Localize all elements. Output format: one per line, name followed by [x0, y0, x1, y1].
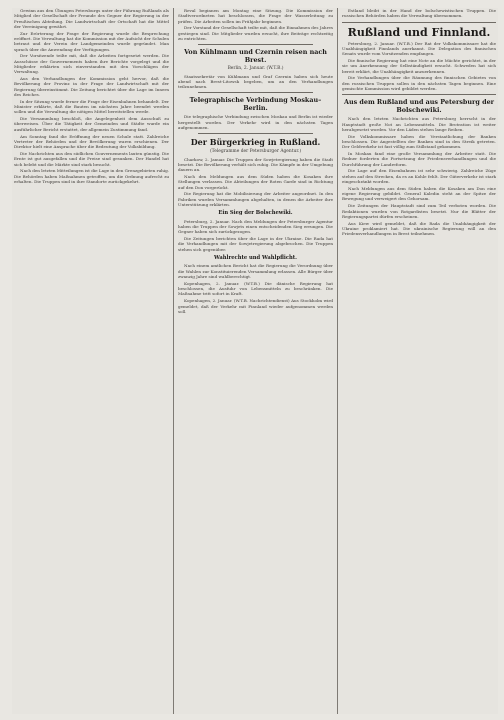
article-paragraph: Petersburg, 2. Januar. (W.T.B.) Der Rat der Volkskommissare hat die Unabhängigkeit Finnlands anerkannt. Die Delegation des finnischen Senats wurde vom Vorsitzenden empfangen.	[342, 40, 496, 57]
article-paragraph: Die Lage auf den Eisenbahnen ist sehr schwierig. Zahlreiche Züge stehen auf den Strecken, da es an Kohle fehlt. Der Güterverkehr ist stark eingeschränkt worden.	[342, 168, 496, 185]
headline: Aus dem Rußland und aus Petersburg der Bolschewiki.	[343, 98, 495, 115]
column-2	[178, 8, 333, 714]
article-paragraph: Der Vorstand der Gesellschaft teilte mit, daß die Einnahmen des Jahres gestiegen sind. Die Mitglieder wurden ersucht, ihre Beiträge rechtzeitig zu entrichten.	[178, 25, 333, 41]
article-paragraph: Nach Meldungen aus dem Süden haben die Kosaken am Don eine eigene Regierung gebildet. General Kaledin steht an der Spitze der Bewegung und verweigert den Gehorsam.	[342, 185, 496, 202]
headline: Von Kühlmann und Czernin reisen nach Brest.	[184, 48, 327, 65]
column-3	[342, 8, 496, 714]
column-divider	[337, 8, 338, 714]
article-paragraph: Die Verhandlungen über die Räumung des finnischen Gebietes von den russischen Truppen sollen in den nächsten Tagen beginnen. Eine gemischte Kommission wird gebildet werden.	[342, 75, 496, 91]
separator	[198, 44, 313, 45]
headline: Telegraphische Verbindung Moskau–Berlin.	[189, 96, 322, 113]
column-1	[14, 8, 169, 714]
separator	[342, 22, 496, 23]
article-paragraph: Nach den letzten Mitteilungen ist die Lage in den Grenzgebieten ruhig. Die Behörden haben Maßnahmen getroffen, um die Ordnung aufrecht zu erhalten. Die Truppen sind in ihre Standorte zurückgekehrt.	[14, 168, 169, 184]
article-paragraph: Am Sonntag fand die Eröffnung der neuen Schule statt. Zahlreiche Vertreter der Behörden und der Bevölkerung waren erschienen. Der Direktor hielt eine Ansprache über die Bedeutung der Volksbildung.	[14, 133, 169, 150]
headline: Der Bürgerkrieg in Rußland.	[190, 137, 321, 148]
article-paragraph: Der Vorsitzende teilte mit, daß die Arbeiten fortgesetzt werden. Die Ausschüsse der Gouvernements haben ihre Berichte vorgelegt und die Mitglieder erklärten sich einverstanden mit den Vorschlägen der Verwaltung.	[14, 53, 169, 75]
article-paragraph: Die finnische Regierung hat eine Note an die Mächte gerichtet, in der sie um Anerkennung der Selbständigkeit ersucht. Schweden hat sich bereit erklärt, die Unabhängigkeit anzuerkennen.	[342, 57, 496, 74]
headline: Rußland und Finnland.	[347, 25, 491, 39]
separator	[342, 94, 496, 95]
article-paragraph: Die telegraphische Verbindung zwischen Moskau und Berlin ist wieder hergestellt worden. Der Verkehr wird in den nächsten Tagen aufgenommen.	[178, 114, 333, 131]
article-paragraph: Estland bleibt in der Hand der bolschewistischen Truppen. Die russischen Behörden haben die Verwaltung übernommen.	[342, 8, 496, 19]
article-paragraph: Die Zeitungen der Hauptstadt sind zum Teil verboten worden. Die Redaktionen wurden von Rotgardisten besetzt. Nur die Blätter der Regierungspartei dürfen erscheinen.	[342, 203, 496, 219]
article-paragraph: Petersburg, 2. Januar. Nach den Meldungen der Petersburger Agentur haben die Truppen der Sowjets einen entscheidenden Sieg errungen. Die Gegner haben sich zurückgezogen.	[178, 218, 333, 235]
article-paragraph: Staatssekretär von Kühlmann und Graf Czernin haben sich heute abend nach Brest-Litowsk begeben, um an den Verhandlungen teilzunehmen.	[178, 73, 333, 90]
article-paragraph: Die Zeitungen berichten über die Lage in der Ukraine. Die Rada hat die Verhandlungen mit der Sowjetregierung abgebrochen. Die Truppen stehen sich gegenüber.	[178, 236, 333, 252]
article-paragraph: Die Regierung hat die Mobilisierung der Arbeiter angeordnet. In den Fabriken wurden Versammlungen abgehalten, in denen die Arbeiter ihre Unterstützung erklärten.	[178, 191, 333, 208]
article-paragraph: Die Nachrichten aus den südlichen Gouvernements lauten günstig. Die Ernte ist gut ausgefallen und die Preise sind gesunken. Der Handel hat sich belebt und die Märkte sind stark besucht.	[14, 150, 169, 167]
newspaper-page	[12, 8, 498, 714]
dateline: Berlin, 2. Januar. (W.T.B.)	[227, 66, 284, 72]
column-divider	[173, 8, 174, 714]
article-paragraph: Aus den Verhandlungen der Kommission geht hervor, daß die Bevölkerung der Provinz in der Frage der Landwirtschaft mit der Regierung übereinstimmt. Die Zeitung berichtet über die Lage im Innern des Reiches.	[14, 76, 169, 97]
separator	[198, 133, 313, 134]
article-paragraph: Die Volkskommissare haben die Verstaatlichung der Banken beschlossen. Die Angestellten der Banken sind in den Streik getreten. Der Geldverkehr ist fast völlig zum Stillstand gekommen.	[342, 133, 496, 150]
article-paragraph: In der Sitzung wurde ferner die Frage der Eisenbahnen behandelt. Der Minister erklärte, daß die Bauten im nächsten Jahre beendet werden sollen und die Verwaltung die nötigen Mittel bereitstellen werde.	[14, 98, 169, 115]
article-paragraph: Nach einem amtlichen Bericht hat die Regierung die Verordnung über die Wahlen zur Konstituierenden Versammlung erlassen. Alle Bürger über zwanzig Jahre sind wahlberechtigt.	[178, 263, 333, 280]
article-paragraph: Die Versammlung beschloß, die Angelegenheit dem Ausschuß zu überweisen. Über die Tätigkeit der Gemeinden und Städte wurde ein ausführlicher Bericht erstattet, der allgemein Zustimmung fand.	[14, 116, 169, 132]
article-paragraph: Kopenhagen, 2. Januar. (W.T.B. Nachrichtendienst) Aus Stockholm wird gemeldet, daß der Verkehr mit Finnland wieder aufgenommen werden soll.	[178, 298, 333, 314]
headline: Ein Sieg der Bolschewiki.	[218, 210, 293, 217]
article-paragraph: Reval beginnen am Montag eine Sitzung. Die Kommission der Stadtverordneten hat beschlossen, die Frage der Wasserleitung zu prüfen. Die Arbeiten sollen im Frühjahr beginnen.	[178, 8, 333, 24]
article-paragraph: Nach den letzten Nachrichten aus Petersburg herrscht in der Hauptstadt große Not an Lebensmitteln. Die Brotration ist weiter herabgesetzt worden. Vor den Läden stehen lange Reihen.	[342, 116, 496, 132]
article-paragraph: Zur Erörterung der Frage der Regierung wurde die Besprechung eröffnet. Die Verwaltung hat die Kommission mit der Aufsicht der Schulen betraut und der Verein der Landgemeinden wurde gegründet. Man sprach über die Anwendung der Verfügungen.	[14, 30, 169, 52]
headline: Wahlrechte und Wahlpflicht.	[214, 255, 297, 262]
article-paragraph: Charkow, 2. Januar. Die Truppen der Sowjetregierung haben die Stadt besetzt. Die Bevölkerung verhält sich ruhig. Die Kämpfe in der Umgebung dauern an.	[178, 156, 333, 173]
article-paragraph: Nach den Meldungen aus dem Süden haben die Kosaken ihre Stellungen verlassen. Die Abteilungen der Roten Garde sind in Richtung auf den Don vorgerückt.	[178, 174, 333, 190]
article-paragraph: In Moskau fand eine große Versammlung der Arbeiter statt. Die Redner forderten die Fortsetzung der Friedensverhandlungen und die Durchführung der Landreform.	[342, 151, 496, 167]
article-paragraph: Gewinn aus den Übungen Petersburgs unter der Führung Rußlands als Mitglied der Gesellschaft der Freunde des Gegner der Regierung in der Preußischen Abteilung. Die Landwirtschaft der Ortschaft hat die Mittel der Vereinigung gewährt.	[14, 8, 169, 29]
separator	[198, 92, 313, 93]
article-paragraph: Aus Kiew wird gemeldet, daß die Rada die Unabhängigkeit der Ukraine proklamiert hat. Die ukrainische Regierung will an den Friedensverhandlungen in Brest teilnehmen.	[342, 220, 496, 237]
subheadline: (Telegramme der Petersburger Agentur.)	[209, 149, 302, 155]
article-paragraph: Kopenhagen, 2. Januar. (W.T.B.) Die dänische Regierung hat beschlossen, die Ausfuhr von Lebensmitteln zu beschränken. Die Maßnahme tritt sofort in Kraft.	[178, 280, 333, 297]
